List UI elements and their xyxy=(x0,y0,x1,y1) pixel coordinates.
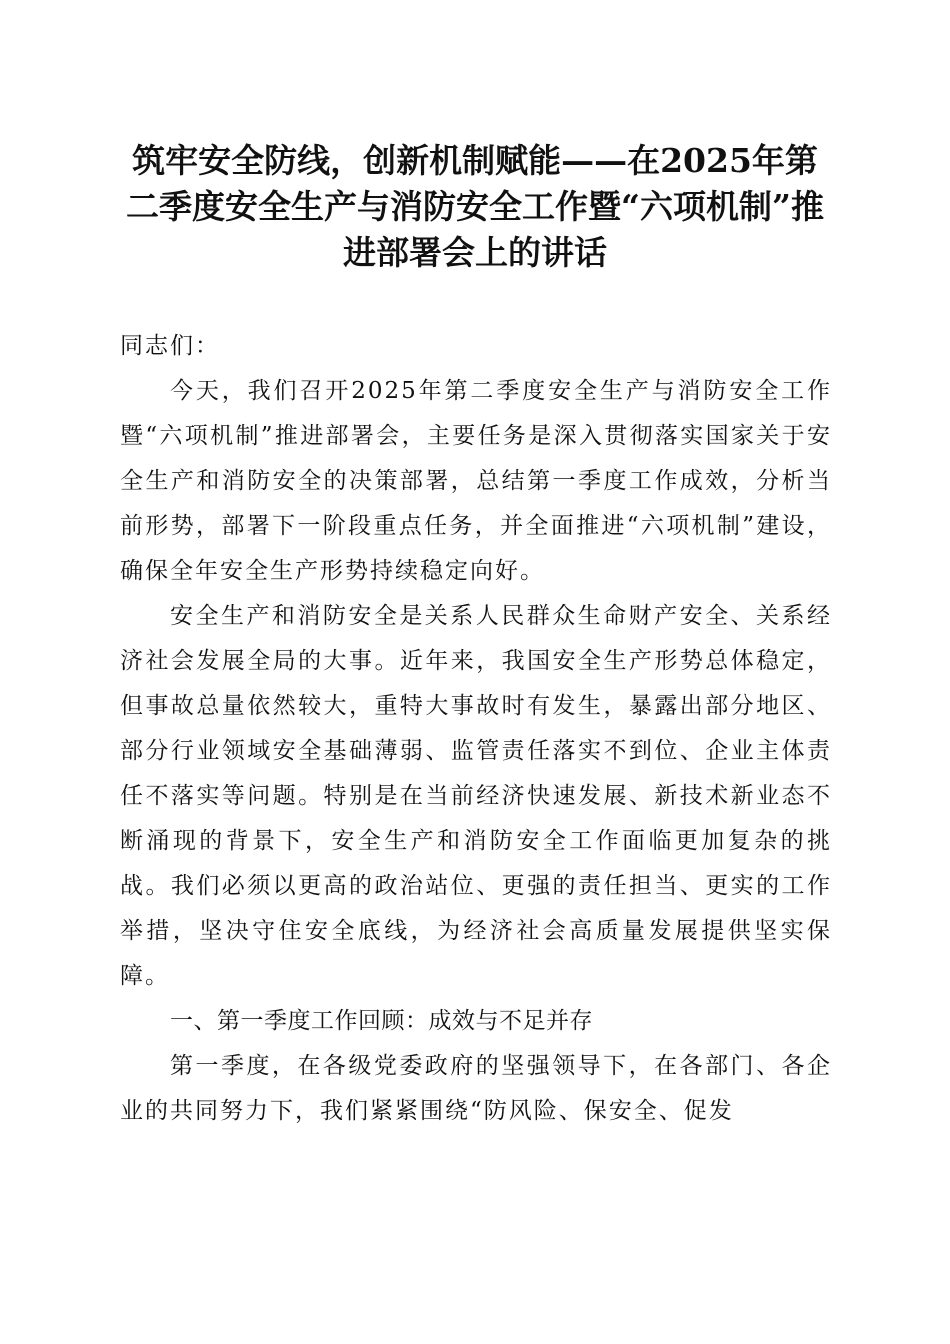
document-title: 筑牢安全防线，创新机制赋能——在2025年第二季度安全生产与消防安全工作暨“六项机制”推进部署会上的讲话 xyxy=(126,141,824,272)
paragraph-2: 安全生产和消防安全是关系人民群众生命财产安全、关系经济社会发展全局的大事。近年来，我国安全生产形势总体稳定，但事故总量依然较大，重特大事故时有发生，暴露出部分地区、部分行业领域安全基础薄弱、监管责任落实不到位、企业主体责任不落实等问题。特别是在当前经济快速发展、新技术新业态不断涌现的背景下，安全生产和消防安全工作面临更加复杂的挑战。我们必须以更高的政治站位、更强的责任担当、更实的工作举措，坚决守住安全底线，为经济社会高质量发展提供坚实保障。 xyxy=(120,603,832,989)
document-body xyxy=(120,324,832,1134)
paragraph-1: 今天，我们召开2025年第二季度安全生产与消防安全工作暨“六项机制”推进部署会，主要任务是深入贯彻落实国家关于安全生产和消防安全的决策部署，总结第一季度工作成效，分析当前形势，部署下一阶段重点任务，并全面推进“六项机制”建设，确保全年安全生产形势持续稳定向好。 xyxy=(120,378,832,584)
section-heading: 一、第一季度工作回顾：成效与不足并存 xyxy=(170,1008,593,1034)
salutation: 同志们： xyxy=(120,333,220,359)
section-paragraph: 第一季度，在各级党委政府的坚强领导下，在各部门、各企业的共同努力下，我们紧紧围绕“防风险、保安全、促发 xyxy=(120,1053,832,1124)
